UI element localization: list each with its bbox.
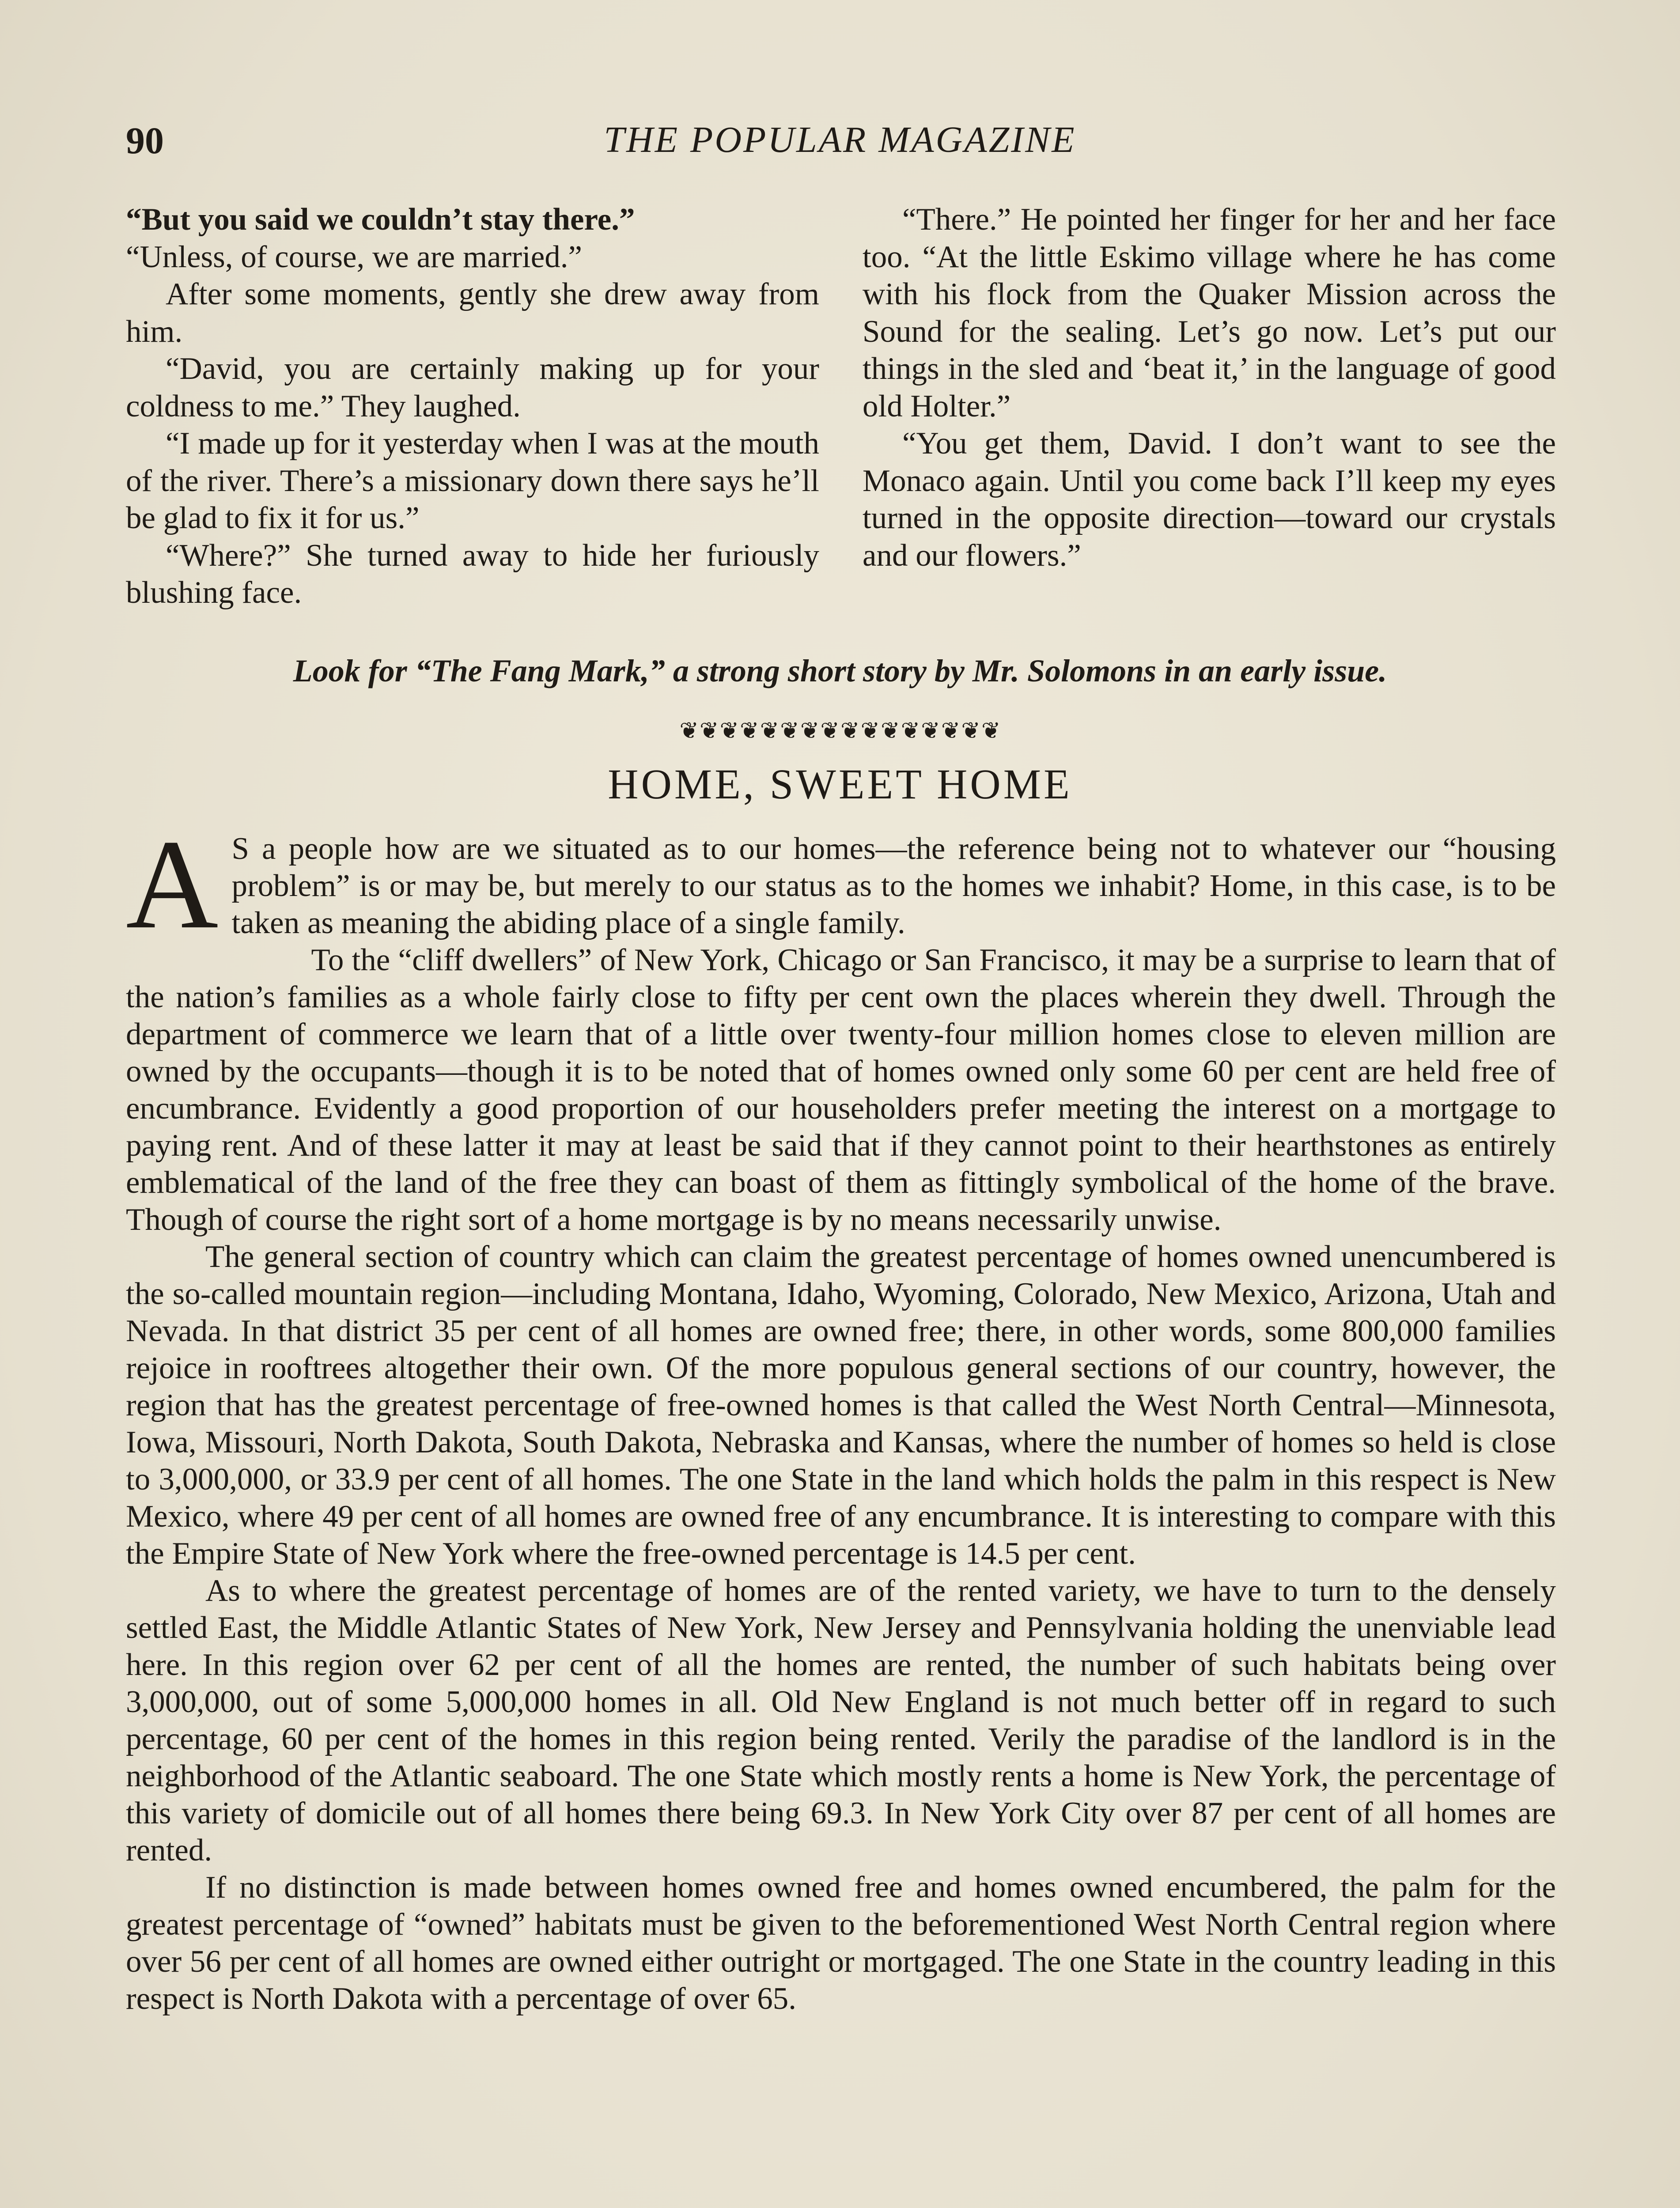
story-paragraph: “David, you are certainly making up for your coldness to me.” They laughed.: [126, 352, 819, 423]
page-number: 90: [126, 119, 164, 162]
story-paragraph: “But you said we couldn’t stay there.”: [126, 202, 635, 237]
story-paragraph: “Where?” She turned away to hide her furiously blushing face.: [126, 538, 819, 610]
story-left-column: [126, 201, 819, 612]
story-paragraph: “You get them, David. I don’t want to see the Monaco again. Until you come back I’ll keep my eyes turned in the opposite direction—toward our crystals and our flowers.”: [863, 426, 1556, 573]
article-opening-text: S a people how are we situated as to our homes—the reference being not to whatever our “housing problem” is or may be, but merely to our status as to the homes we inhabit? Home, in this case, is to be taken as meaning the abiding place of a single family.: [231, 832, 1556, 940]
article-title: HOME, SWEET HOME: [608, 760, 1072, 808]
story-paragraph: “There.” He pointed her finger for her and her face too. “At the little Eskimo village where he has come with his flock from the Quaker Mission across the Sound for the sealing. Let’s go now. Let’s put our things in the sled and ‘beat it,’ in the language of good old Holter.”: [863, 202, 1556, 423]
running-head: THE POPULAR MAGAZINE: [604, 119, 1076, 160]
article-body: [126, 813, 1556, 2017]
story-right-column: [863, 201, 1556, 574]
article-paragraph: As to where the greatest percentage of homes are of the rented variety, we have to turn to the densely settled East, the Middle Atlantic States of New York, New Jersey and Pennsylvania holding the unenviable lead here. In this region over 62 per cent of all the homes are rented, the number of such habitats being over 3,000,000, out of some 5,000,000 homes in all. Old New England is not much better off in regard to such percentage, 60 per cent of the homes in this region being rented. Verily the paradise of the landlord is in the neighborhood of the Atlantic seaboard. The one State which mostly rents a home is New York, the percentage of this variety of domicile out of all homes there being 69.3. In New York City over 87 per cent of all homes are rented.: [126, 1573, 1556, 1868]
ornament-divider: ❦❦❦❦❦❦❦❦❦❦❦❦❦❦❦❦: [679, 718, 1002, 740]
story-paragraph: “Unless, of course, we are married.”: [126, 239, 582, 274]
article-paragraph: To the “cliff dwellers” of New York, Chicago or San Francisco, it may be a surprise to learn that of the nation’s families as a whole fairly close to fifty per cent own the places wherein they dwell. Through the department of commerce we learn that of a little over twenty-four million homes close to eleven million are owned by the occupants—though it is to be noted that of homes owned only some 60 per cent are held free of encumbrance. Evidently a good proportion of our householders prefer meeting the interest on a mortgage to paying rent. And of these latter it may at least be said that if they cannot point to their hearthstones as entirely emblematical of the land of the free they can boast of them as fittingly symbolical of the home of the brave. Though of course the right sort of a home mortgage is by no means necessarily unwise.: [126, 943, 1556, 1237]
story-paragraph: After some moments, gently she drew away from him.: [126, 277, 819, 349]
article-paragraph: If no distinction is made between homes owned free and homes owned encumbered, the palm for the greatest percentage of “owned” habitats must be given to the beforementioned West North Central region where over 56 per cent of all homes are owned either outright or mortgaged. The one State in the country leading in this respect is North Dakota with a percentage of over 65.: [126, 1870, 1556, 2016]
story-closing-note: Look for “The Fang Mark,” a strong short story by Mr. Solomons in an early issue.: [293, 653, 1387, 688]
page-header: [126, 118, 1554, 167]
story-paragraph: “I made up for it yesterday when I was at the mouth of the river. There’s a missionary down there says he’ll be glad to fix it for us.”: [126, 426, 819, 535]
article-paragraph: The general section of country which can claim the greatest percentage of homes owned unencumbered is the so-called mountain region—including Montana, Idaho, Wyoming, Colorado, New Mexico, Arizona, Utah and Nevada. In that district 35 per cent of all homes are owned free; there, in other words, some 800,000 families rejoice in rooftrees altogether their own. Of the more populous general sections of our country, however, the region that has the greatest percentage of free-owned homes is that called the West North Central—Minnesota, Iowa, Missouri, North Dakota, South Dakota, Nebraska and Kansas, where the number of homes so held is close to 3,000,000, or 33.9 per cent of all homes. The one State in the land which holds the palm in this respect is New Mexico, where 49 per cent of all homes are owned free of any encumbrance. It is interesting to compare with this the Empire State of New York where the free-owned percentage is 14.5 per cent.: [126, 1240, 1556, 1571]
story-columns: [126, 201, 1556, 651]
drop-cap: A: [126, 813, 219, 955]
article-opening-paragraph: [126, 813, 1556, 955]
